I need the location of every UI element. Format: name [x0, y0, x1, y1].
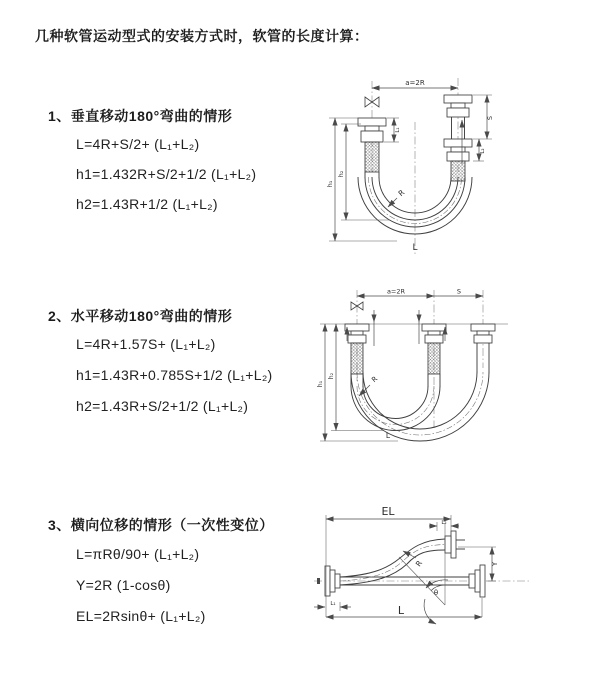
dim-label-l1: L₁ — [330, 601, 336, 607]
dimension-l2 — [429, 520, 459, 531]
section-1-heading: 1、垂直移动180°弯曲的情形 — [48, 108, 233, 124]
diagram-lateral-displacement — [298, 495, 598, 655]
dim-label-a2r: a=2R — [386, 287, 406, 296]
dim-label-l1: L₁ — [395, 127, 401, 133]
radius-label: R — [396, 187, 407, 199]
dim-label-y: Y — [491, 561, 499, 567]
dimension-l — [326, 598, 482, 617]
dim-label-h2: h₂ — [328, 372, 335, 380]
hose-u-bend-far — [351, 343, 489, 441]
dimension-s — [434, 288, 483, 297]
formula-line: h1=1.432R+S/2+1/2 (L₁+L₂) — [76, 166, 257, 182]
dimension-el — [326, 505, 451, 617]
formula-line: L=4R+S/2+ (L₁+L₂) — [76, 136, 200, 152]
dimension-l1 — [384, 118, 401, 142]
dim-label-s: S — [456, 287, 462, 296]
braid-section — [428, 343, 440, 374]
right-flange-lower — [444, 139, 472, 181]
left-flange — [345, 324, 369, 374]
dim-label-a2r: a=2R — [405, 79, 425, 87]
braid-section — [351, 343, 363, 374]
section-2-heading: 2、水平移动180°弯曲的情形 — [48, 308, 233, 324]
braid-section — [365, 142, 379, 172]
dimension-s — [473, 95, 494, 139]
lower-right-flange — [469, 565, 485, 597]
dimension-l1 — [314, 601, 351, 611]
diagram-horizontal-180-bend — [312, 286, 597, 456]
section-3-heading: 3、横向位移的情形（一次性变位） — [48, 517, 274, 533]
dim-label-l: L — [397, 604, 405, 617]
formula-line: L=4R+1.57S+ (L₁+L₂) — [76, 336, 216, 352]
dimension-l2 — [473, 139, 486, 161]
diagram-vertical-180-bend — [315, 72, 590, 262]
angle-label: θ — [433, 589, 439, 597]
dim-label-el: EL — [381, 505, 395, 518]
dimension-a2r — [372, 79, 458, 88]
braid-section — [451, 161, 465, 181]
centerline-tick — [317, 578, 320, 584]
left-flange — [325, 566, 340, 596]
formula-line: h2=1.43R+S/2+1/2 (L₁+L₂) — [76, 398, 249, 414]
formula-line: h2=1.43R+1/2 (L₁+L₂) — [76, 196, 218, 212]
upper-right-flange — [445, 531, 465, 558]
dim-label-h1: h₁ — [317, 380, 324, 388]
radius-label: R — [413, 558, 425, 569]
length-label: L — [385, 431, 391, 440]
formula-line: Y=2R (1-cosθ) — [76, 577, 171, 593]
centerlines — [372, 78, 458, 254]
page-title: 几种软管运动型式的安装方式时，软管的长度计算： — [35, 28, 369, 44]
length-label: L — [412, 243, 418, 253]
dim-label-l2: L₂ — [480, 148, 486, 154]
dimension-a2r — [357, 288, 434, 297]
radius-callout — [388, 188, 406, 207]
angle-construction — [399, 523, 448, 624]
formula-line: L=πRθ/90+ (L₁+L₂) — [76, 546, 200, 562]
right-flange — [471, 324, 495, 343]
dim-label-h2: h₂ — [337, 170, 345, 178]
middle-flange — [422, 324, 446, 374]
dim-label-l2: L₂ — [441, 520, 447, 526]
dim-label-h1: h₁ — [326, 180, 334, 188]
formula-line: EL=2Rsinθ+ (L₁+L₂) — [76, 608, 206, 624]
formula-line: h1=1.43R+0.785S+1/2 (L₁+L₂) — [76, 367, 273, 383]
radius-callout — [359, 375, 379, 396]
left-flange — [358, 118, 386, 172]
radius-label: R — [370, 374, 380, 385]
dim-label-s: S — [486, 115, 494, 121]
displaced-hose — [340, 539, 445, 585]
